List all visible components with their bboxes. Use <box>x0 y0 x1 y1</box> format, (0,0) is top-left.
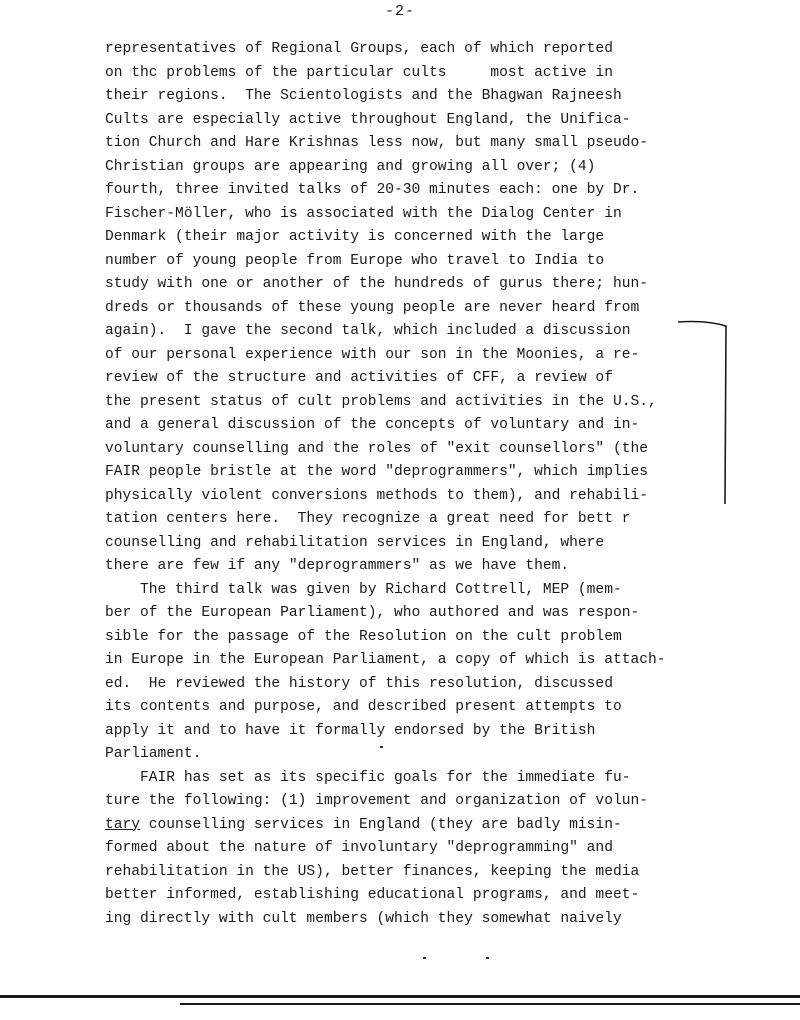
text-line: Christian groups are appearing and growing all over; (4) <box>105 158 596 175</box>
text-line: representatives of Regional Groups, each of which reported <box>105 41 613 57</box>
text-line: FAIR has set as its specific goals for the immediate fu- <box>105 769 631 786</box>
text-line: its contents and purpose, and described present attempts to <box>105 699 622 715</box>
text-line: Cults are especially active throughout England, the Unifica- <box>105 111 631 128</box>
text-line: ber of the European Parliament), who authored and was respon- <box>105 605 640 621</box>
text-line: FAIR people bristle at the word "deprogrammers", which implies <box>105 464 648 480</box>
text-line: in Europe in the European Parliament, a copy of which is attach- <box>105 652 666 668</box>
scan-speck <box>423 957 426 959</box>
text-line: on thc problems of the particular cults most active in <box>105 64 613 81</box>
text-line: tion Church and Hare Krishnas less now, but many small pseudo- <box>105 135 648 151</box>
text-line: Fischer-Möller, who is associated with the Dialog Center in <box>105 205 622 222</box>
text-line: there are few if any "deprogrammers" as we have them. <box>105 558 570 574</box>
text-line: fourth, three invited talks of 20-30 minutes each: one by Dr. <box>105 182 640 198</box>
text-line: tation centers here. They recognize a great need for bett r <box>105 511 631 527</box>
text-line: of our personal experience with our son in the Moonies, a re- <box>105 346 640 363</box>
text-line: their regions. The Scientologists and the Bhagwan Rajneesh <box>105 88 622 104</box>
footer-rule <box>180 1003 800 1005</box>
text-line: number of young people from Europe who travel to India to <box>105 252 605 269</box>
text-line: formed about the nature of involuntary "deprogramming" and <box>105 840 613 856</box>
text-line: review of the structure and activities of CFF, a review of <box>105 370 613 386</box>
text-line: counselling and rehabilitation services in England, where <box>105 534 605 551</box>
footer-rule <box>0 995 800 998</box>
body-text <box>105 38 705 931</box>
text-line: voluntary counselling and the roles of "exit counsellors" (the <box>105 440 648 457</box>
underlined-word: tary <box>105 816 141 833</box>
text-line-rest: counselling services in England (they are badly misin- <box>140 816 622 833</box>
text-line: The third talk was given by Richard Cottrell, MEP (mem- <box>105 581 622 598</box>
page-number: -2- <box>384 3 415 20</box>
scan-speck <box>380 746 383 748</box>
text-line: ing directly with cult members (which they somewhat naively <box>105 910 622 927</box>
text-line: Parliament. <box>105 746 202 762</box>
text-line: ture the following: (1) improvement and organization of volun- <box>105 793 648 809</box>
text-line: apply it and to have it formally endorsed by the British <box>105 722 596 739</box>
text-line: rehabilitation in the US), better finances, keeping the media <box>105 863 640 880</box>
text-line: better informed, establishing educational programs, and meet- <box>105 887 640 903</box>
text-line: the present status of cult problems and activities in the U.S., <box>105 393 657 410</box>
text-line: study with one or another of the hundreds of gurus there; hun- <box>105 276 648 292</box>
text-line: dreds or thousands of these young people are never heard from <box>105 299 640 316</box>
text-line: Denmark (their major activity is concerned with the large <box>105 229 605 245</box>
text-line: physically violent conversions methods to them), and rehabili- <box>105 487 648 504</box>
text-line-underlined <box>105 814 705 838</box>
text-line: and a general discussion of the concepts of voluntary and in- <box>105 417 640 433</box>
margin-bracket-mark <box>676 318 728 508</box>
scan-speck <box>486 957 489 959</box>
text-line: again). I gave the second talk, which included a discussion <box>105 323 631 339</box>
text-line: sible for the passage of the Resolution on the cult problem <box>105 628 622 645</box>
text-line: ed. He reviewed the history of this resolution, discussed <box>105 675 613 692</box>
